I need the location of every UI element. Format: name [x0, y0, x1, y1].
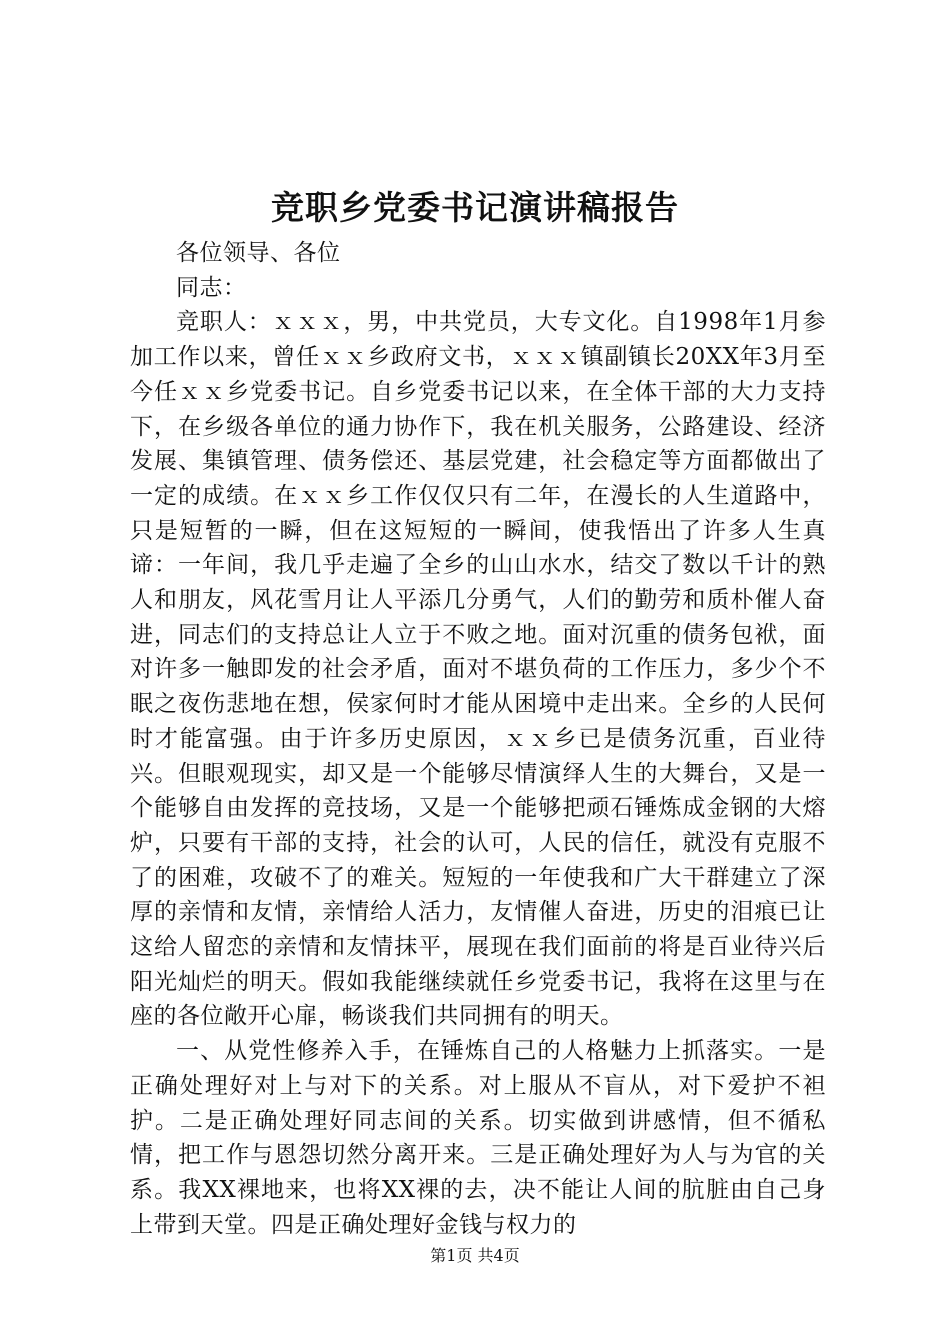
body-paragraph-2: 一、从党性修养入手，在锤炼自己的人格魅力上抓落实。一是正确处理好对上与对下的关系。对上服从不盲从，对下爱护不袒护。二是正确处理好同志间的关系。切实做到讲感情，但不循私情，把工作与恩怨切然分离开来。三是正确处理好为人与为官的关系。我XX裸地来，也将XX裸的去，决不能让人间的肮脏由自己身上带到天堂。四是正确处理好金钱与权力的	[130, 1038, 826, 1238]
body-paragraph-1: 竞职人：ｘｘｘ，男，中共党员，大专文化。自1998年1月参加工作以来，曾任ｘｘ乡政府文书，ｘｘｘ镇副镇长20XX年3月至今任ｘｘ乡党委书记。自乡党委书记以来，在全体干部的大力支持下，在乡级各单位的通力协作下，我在机关服务，公路建设、经济发展、集镇管理、债务偿还、基层党建，社会稳定等方面都做出了一定的成绩。在ｘｘ乡工作仅仅只有二年，在漫长的人生道路中，只是短暂的一瞬，但在这短短的一瞬间，使我悟出了许多人生真谛：一年间，我几乎走遍了全乡的山山水水，结交了数以千计的熟人和朋友，风花雪月让人平添几分勇气，人们的勤劳和质朴催人奋进，同志们的支持总让人立于不败之地。面对沉重的债务包袱，面对许多一触即发的社会矛盾，面对不堪负荷的工作压力，多少个不眠之夜伤悲地在想，侯家何时才能从困境中走出来。全乡的人民何时才能富强。由于许多历史原因，ｘｘ乡已是债务沉重，百业待兴。但眼观现实，却又是一个能够尽情演绎人生的大舞台，又是一个能够自由发挥的竞技场，又是一个能够把顽石锤炼成金钢的大熔炉，只要有干部的支持，社会的认可，人民的信任，就没有克服不了的困难，攻破不了的难关。短短的一年使我和广大干群建立了深厚的亲情和友情，亲情给人活力，友情催人奋进，历史的泪痕已让这给人留恋的亲情和友情抹平，展现在我们面前的将是百业待兴后阳光灿烂的明天。假如我能继续就任乡党委书记，我将在这里与在座的各位敞开心扉，畅谈我们共同拥有的明天。	[130, 309, 826, 1030]
salutation-line-1: 各位领导、各位	[176, 240, 341, 266]
salutation-line-2: 同志：	[176, 274, 247, 301]
page-footer: 第1页 共4页	[430, 1246, 520, 1265]
document-body	[130, 236, 826, 1242]
document-title: 竞职乡党委书记演讲稿报告	[271, 188, 679, 227]
